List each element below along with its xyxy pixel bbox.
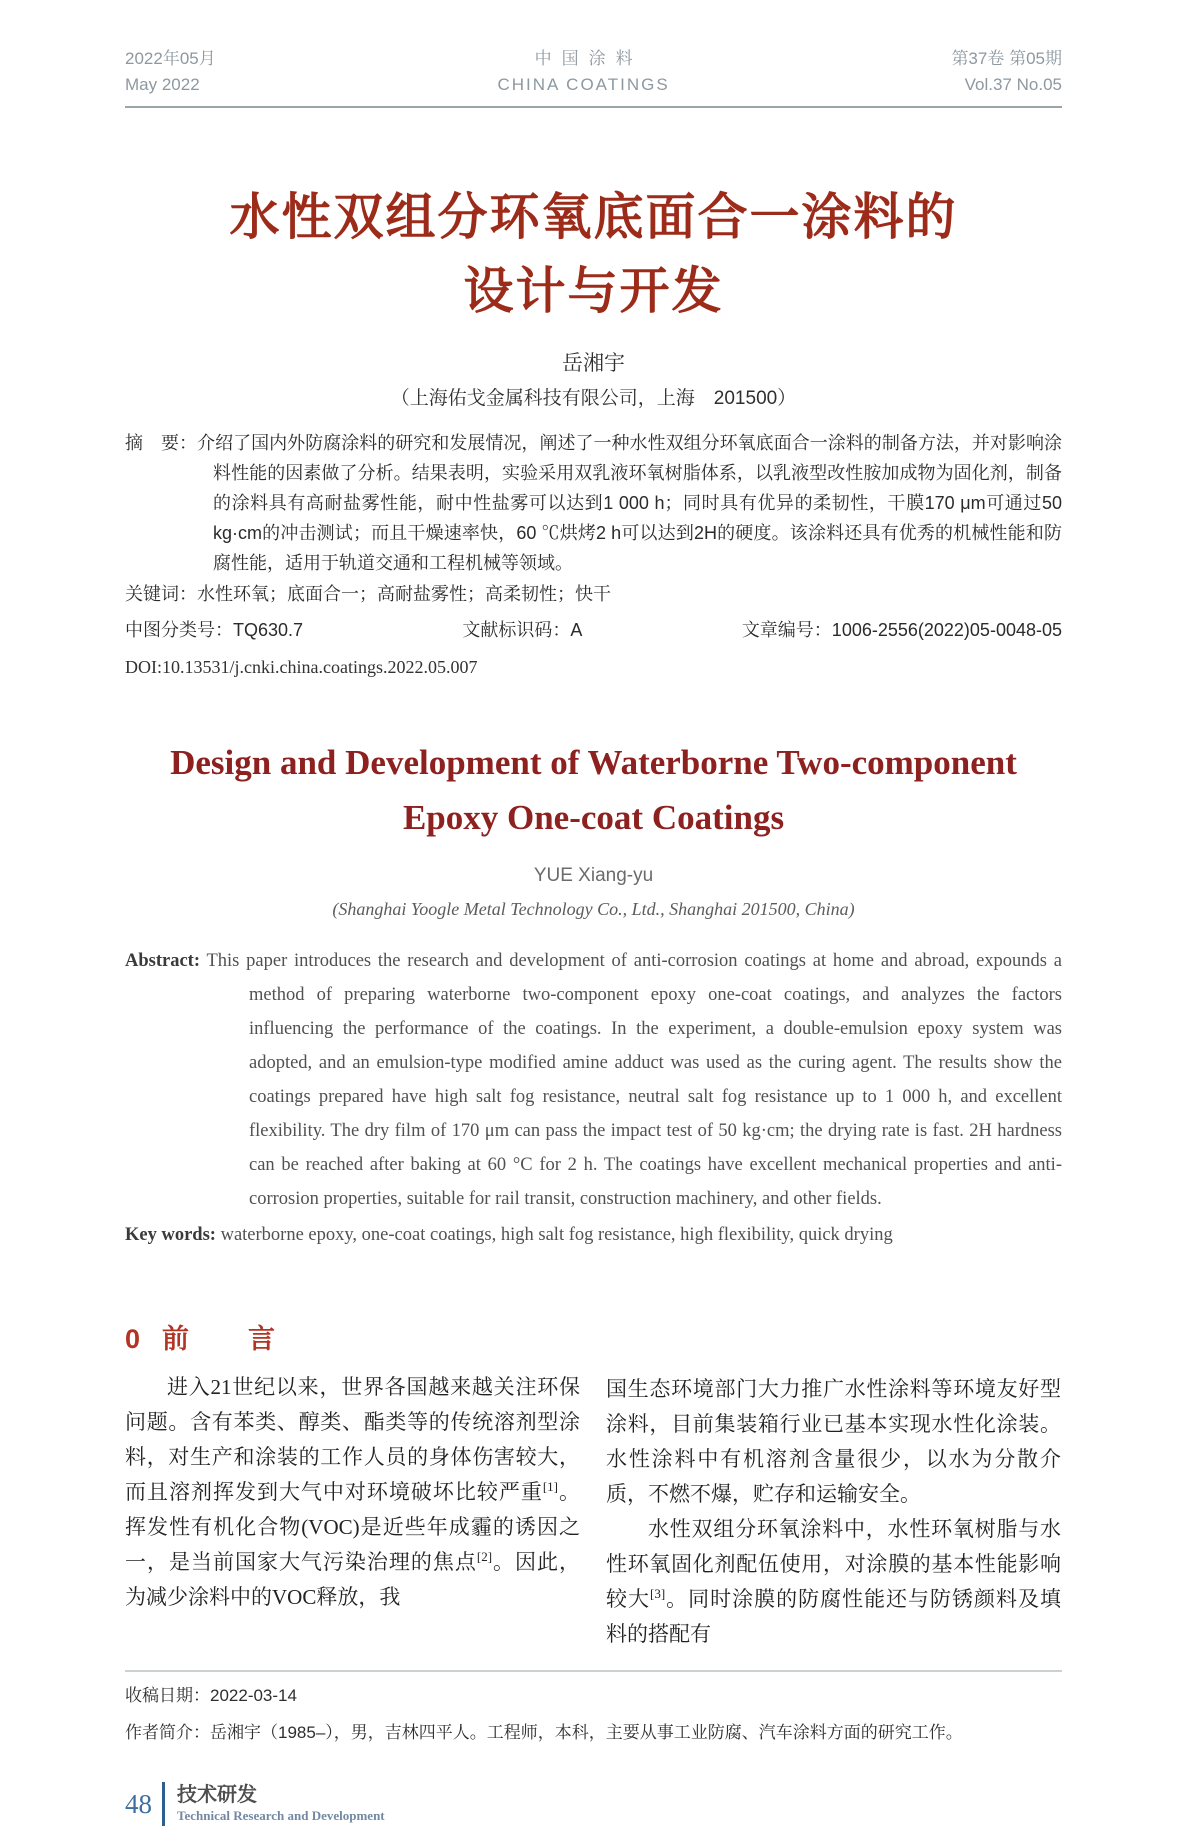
article-title-en-line2: Epoxy One-coat Coatings (402, 798, 785, 837)
keywords-cn-label: 关键词： (125, 584, 197, 604)
keywords-en-label: Key words: (125, 1225, 216, 1245)
body-columns (125, 1323, 1062, 1652)
received-date: 收稿日期：2022-03-14 (125, 1686, 297, 1705)
author-bio: 作者简介：岳湘宇（1985–），男，吉林四平人。工程师，本科，主要从事工业防腐、汽车涂料方面的研究工作。 (125, 1723, 963, 1742)
article-id: 文章编号：1006-2556(2022)05-0048-05 (741, 620, 1062, 640)
page-bottom (125, 1652, 1062, 1826)
clc-number: 中图分类号：TQ630.7 (125, 620, 304, 640)
footer-column-block (177, 1783, 385, 1825)
footer-divider-bar (162, 1782, 165, 1826)
header-journal-name-block (497, 46, 669, 98)
journal-name-cn: 中国涂料 (534, 49, 643, 68)
header-issue-cn: 第37卷 第05期 (951, 49, 1062, 68)
header-issue-block (951, 46, 1062, 98)
header-issue-en: Vol.37 No.05 (964, 75, 1062, 94)
abstract-en (125, 944, 1062, 1216)
body-paragraph-1-continued: 国生态环境部门大力推广水性涂料等环境友好型涂料，目前集装箱行业已基本实现水性化涂装。水性涂料中有机溶剂含量很少，以水为分散介质，不燃不爆，贮存和运输安全。 (606, 1377, 1061, 1506)
article-title-en (125, 735, 1062, 845)
author-en: YUE Xiang-yu (533, 865, 654, 886)
body-column-left (125, 1323, 580, 1652)
body-column-right (606, 1323, 1061, 1652)
article-title-cn (125, 180, 1062, 328)
abstract-en-text: This paper introduces the research and development of anti-corrosion coatings at home and abroad, expounds a method of preparing waterborne two-component epoxy one-coat coatings, and analyzes the factors influencing the performance of the coatings. In the experiment, a double-emulsion epoxy system was adopted, and an emulsion-type modified amine adduct was used as the curing agent. The results show the coatings prepared have high salt fog resistance, neutral salt fog resistance up to 1 000 h, and excellent flexibility. The dry film of 170 μm can pass the impact test of 50 kg·cm; the drying rate is fast. 2H hardness can be reached after baking at 60 °C for 2 h. The coatings have excellent mechanical properties and anti-corrosion properties, suitable for rail transit, construction machinery, and other fields. (206, 951, 1062, 1209)
footer-column-cn: 技术研发 (177, 1784, 257, 1806)
document-code: 文献标识码：A (462, 620, 583, 640)
section-0-title: 前 言 (162, 1324, 292, 1354)
article-title-en-line1: Design and Development of Waterborne Two-component (170, 743, 1017, 782)
page-number: 48 (125, 1789, 152, 1819)
author-cn: 岳湘宇 (562, 352, 625, 375)
body-paragraph-1: 进入21世纪以来，世界各国越来越关注环保问题。含有苯类、醇类、酯类等的传统溶剂型涂料，对生产和涂装的工作人员的身体伤害较大，而且溶剂挥发到大气中对环境破坏比较严重[1]。挥发性有机化合物(VOC)是近些年成霾的诱因之一，是当前国家大气污染治理的焦点[2]。因此，为减少涂料中的VOC释放，我 (125, 1375, 581, 1609)
classification-row (125, 617, 1062, 643)
abstract-cn-label: 摘 要： (125, 433, 198, 453)
header-date-cn: 2022年05月 (125, 49, 216, 68)
header-date-block (125, 46, 216, 98)
footer-column-en: Technical Research and Development (177, 1808, 385, 1823)
article-title-cn-line2: 设计与开发 (463, 263, 724, 319)
article-title-cn-line1: 水性双组分环氧底面合一涂料的 (229, 189, 958, 245)
abstract-en-label: Abstract: (125, 951, 201, 971)
abstract-cn (125, 428, 1062, 578)
abstract-cn-text: 介绍了国内外防腐涂料的研究和发展情况，阐述了一种水性双组分环氧底面合一涂料的制备方法，并对影响涂料性能的因素做了分析。结果表明，实验采用双乳液环氧树脂体系，以乳液型改性胺加成物为固化剂，制备的涂料具有高耐盐雾性能，耐中性盐雾可以达到1 000 h；同时具有优异的柔韧性，干膜170 μm可通过50 kg·cm的冲击测试；而且干燥速率快，60 ℃烘烤2 h可以达到2H的硬度。该涂料还具有优秀的机械性能和防腐性能，适用于轨道交通和工程机械等领域。 (197, 433, 1062, 573)
body-paragraph-2: 水性双组分环氧涂料中，水性环氧树脂与水性环氧固化剂配伍使用，对涂膜的基本性能影响较大[3]。同时涂膜的防腐性能还与防锈颜料及填料的搭配有 (606, 1517, 1061, 1646)
section-0-heading (125, 1323, 580, 1356)
affiliation-cn: （上海佑戈金属科技有限公司，上海 201500） (390, 388, 797, 409)
keywords-en-text: waterborne epoxy, one-coat coatings, high salt fog resistance, high flexibility, quick drying (220, 1225, 893, 1245)
keywords-cn (125, 579, 1062, 609)
keywords-cn-text: 水性环氧；底面合一；高耐盐雾性；高柔韧性；快干 (197, 584, 611, 604)
footnote-divider (125, 1670, 1062, 1672)
header-date-en: May 2022 (125, 75, 200, 94)
affiliation-en: (Shanghai Yoogle Metal Technology Co., Ltd., Shanghai 201500, China) (332, 899, 855, 919)
keywords-en (125, 1219, 1062, 1251)
doi: DOI:10.13531/j.cnki.china.coatings.2022.05.007 (125, 657, 478, 677)
journal-name-en: CHINA COATINGS (497, 75, 670, 94)
page-footer (125, 1782, 1062, 1826)
journal-header (125, 46, 1062, 108)
section-0-number: 0 (125, 1324, 141, 1354)
